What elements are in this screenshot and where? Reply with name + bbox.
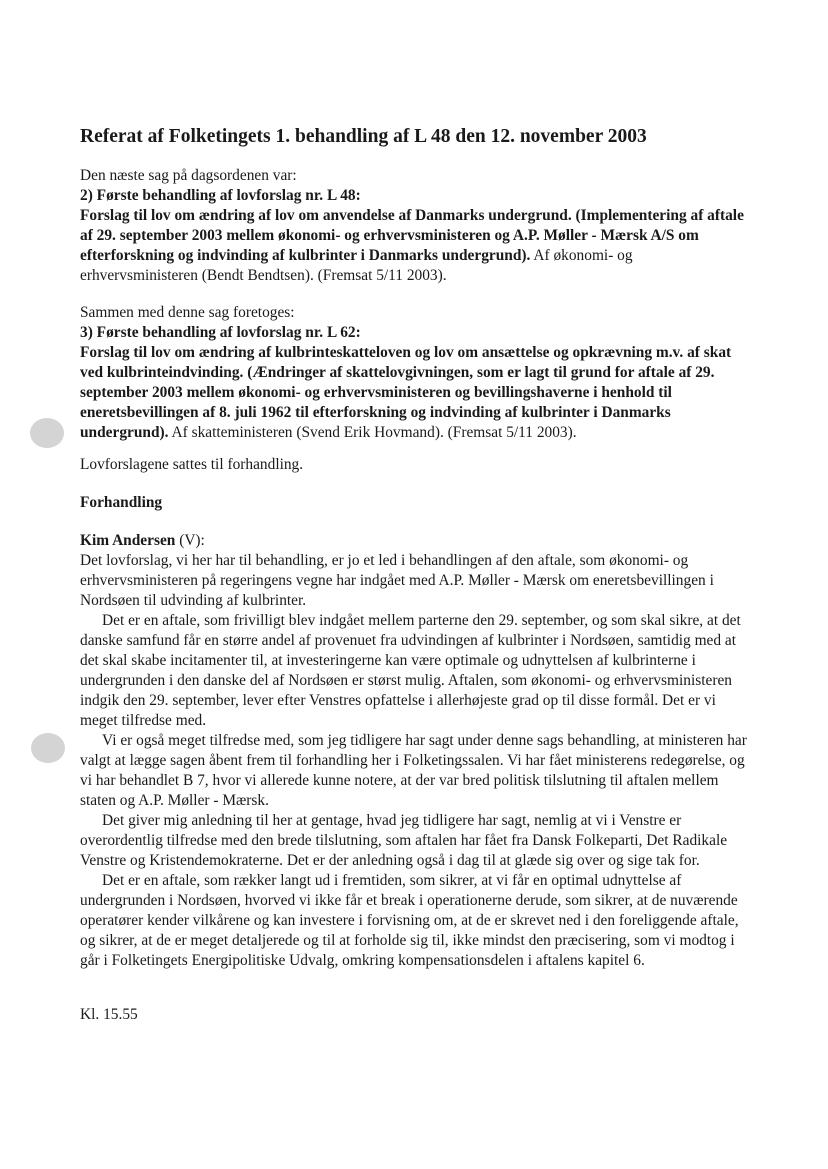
bill-description xyxy=(80,343,750,443)
speech-paragraph: Vi er også meget tilfredse med, som jeg tidligere har sagt under denne sags behandling, at ministeren har valgt at lægge sagen åbent frem til forhandling her i Folketingssalen. Vi har fået ministerens redegørelse, og vi har behandlet B 7, hvor vi allerede kunne notere, at der var bred politisk tilslutning til aftalen mellem staten og A.P. Møller - Mærsk. xyxy=(80,732,747,809)
agenda-block-l48 xyxy=(80,166,750,286)
speech-block xyxy=(80,531,750,971)
punch-hole-mark xyxy=(31,733,65,763)
time-stamp: Kl. 15.55 xyxy=(80,1006,138,1023)
agenda-item-heading: 3) Første behandling af lovforslag nr. L 62: xyxy=(80,324,361,341)
agenda-block-l62 xyxy=(80,303,750,443)
punch-hole-mark xyxy=(30,418,64,448)
bill-title: Forslag til lov om ændring af kulbrinteskatteloven og lov om ansættelse og opkrævning m.v. af skat ved kulbrinteindvinding. (Ændringer af skattelovgivningen, som er lagt til grund for aftale af 29. september 2003 mellem økonomi- og erhvervsministeren og bevillingshaverne i henhold til eneretsbevillingen af 8. juli 1962 til efterforskning og indvinding af kulbrinter i Danmarks undergrund). xyxy=(80,344,732,441)
bill-sponsor: Af skatteministeren (Svend Erik Hovmand). (Fremsat 5/11 2003). xyxy=(168,424,577,441)
agenda-intro: Sammen med denne sag foretoges: xyxy=(80,304,295,321)
speech-paragraph: Det er en aftale, som frivilligt blev indgået mellem parterne den 29. september, og som skal sikre, at det danske samfund får en større andel af provenuet fra udvindingen af kulbrinter i Nordsøen, samtidig med at det skal skabe incitamenter til, at investeringerne kan være optimale og udnyttelsen af kulbrinterne i undergrunden i den danske del af Nordsøen er størst mulig. Aftalen, som økonomi- og erhvervsministeren indgik den 29. september, lever efter Venstres opfattelse i allerhøjeste grad op til disse formål. Det er vi meget tilfredse med. xyxy=(80,612,741,729)
status-line: Lovforslagene sattes til forhandling. xyxy=(80,456,304,473)
agenda-item-heading: 2) Første behandling af lovforslag nr. L 48: xyxy=(80,187,361,204)
speech-paragraph: Det giver mig anledning til her at gentage, hvad jeg tidligere har sagt, nemlig at vi i Venstre er overordentlig tilfredse med den brede tilslutning, som aftalen har fået fra Dansk Folkeparti, Det Radikale Venstre og Kristendemokraterne. Det er der anledning også i dag til at glæde sig over og sige tak for. xyxy=(80,812,728,869)
agenda-intro: Den næste sag på dagsordenen var: xyxy=(80,167,297,184)
speaker-line xyxy=(80,531,750,551)
speech-paragraph: Det lovforslag, vi her har til behandling, er jo et led i behandlingen af den aftale, som økonomi- og erhvervsministeren på regeringens vegne har indgået med A.P. Møller - Mærsk om eneretsbevillingen i Nordsøen til udvinding af kulbrinter. xyxy=(80,552,714,609)
section-heading: Forhandling xyxy=(80,494,163,511)
bill-description xyxy=(80,206,750,286)
speech-paragraph: Det er en aftale, som rækker langt ud i fremtiden, som sikrer, at vi får en optimal udnyttelse af undergrunden i Nordsøen, hvorved vi ikke får et break i operationerne derude, som sikrer, at de nuværende operatører kender vilkårene og kan investere i forvisning om, at de er skrevet ned i den foreliggende aftale, og sikrer, at de er meget detaljerede og til at forholde sig til, ikke mindst den præcisering, som vi modtog i går i Folketingets Energipolitiske Udvalg, omkring kompensationsdelen i aftalens kapitel 6. xyxy=(80,872,739,969)
speaker-party: (V): xyxy=(175,532,205,549)
bill-title: Forslag til lov om ændring af lov om anvendelse af Danmarks undergrund. (Implementering af aftale af 29. september 2003 mellem økonomi- og erhvervsministeren og A.P. Møller - Mærsk A/S om efterforskning og indvinding af kulbrinter i Danmarks undergrund). xyxy=(80,207,744,264)
document-title: Referat af Folketingets 1. behandling af L 48 den 12. november 2003 xyxy=(80,126,647,147)
bill-sponsor: Af økonomi- og erhvervsministeren (Bendt Bendtsen). (Fremsat 5/11 2003). xyxy=(80,247,633,284)
speaker-name: Kim Andersen xyxy=(80,532,176,549)
